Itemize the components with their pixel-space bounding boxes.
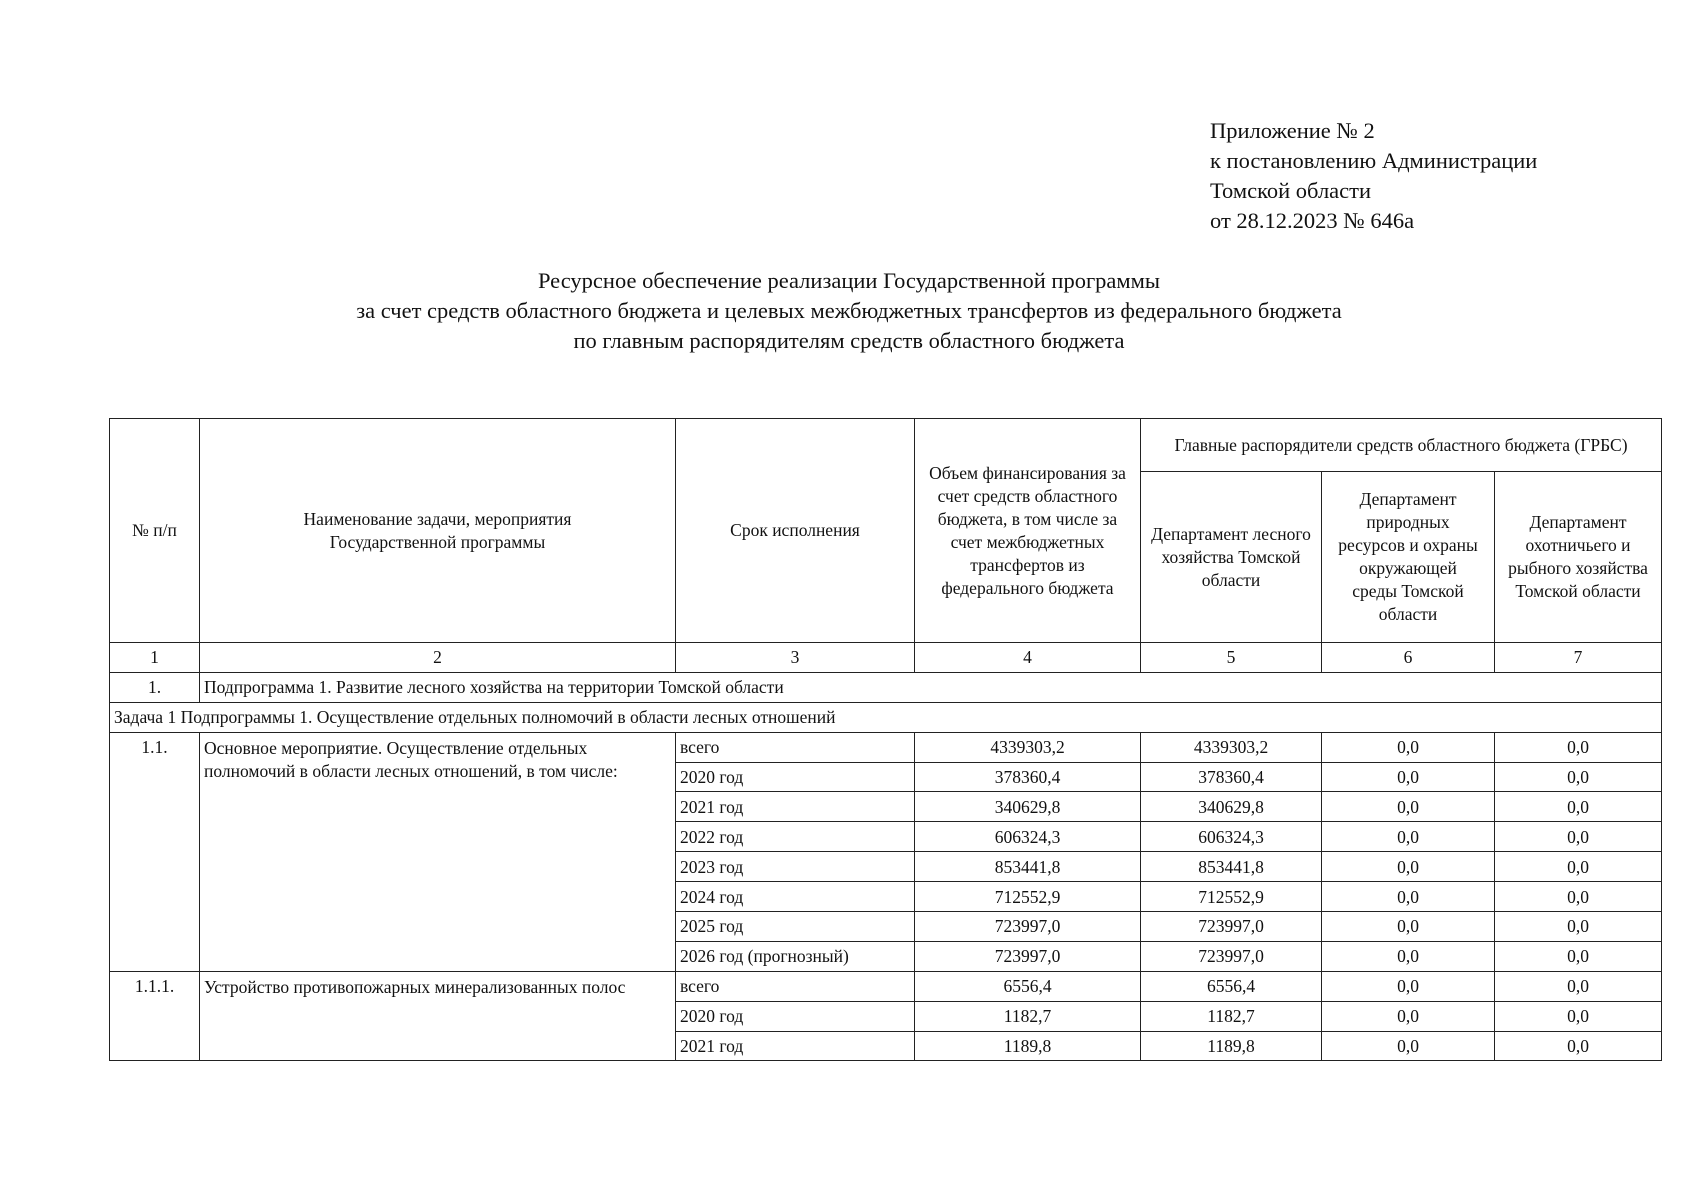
dep-natural-resources-cell: 0,0 xyxy=(1322,822,1495,852)
table-header xyxy=(110,419,1662,673)
dep-forestry-cell: 340629,8 xyxy=(1141,792,1322,822)
title-line: за счет средств областного бюджета и целевых межбюджетных трансфертов из федерального бюджета xyxy=(356,298,1342,323)
period-cell: 2023 год xyxy=(676,852,915,882)
total-cell: 340629,8 xyxy=(915,792,1141,822)
appendix-line: Приложение № 2 xyxy=(1210,118,1375,143)
header-dep-forestry: Департамент лесного хозяйства Томской области xyxy=(1141,472,1322,643)
dep-hunting-cell: 0,0 xyxy=(1495,882,1662,912)
dep-natural-resources-cell: 0,0 xyxy=(1322,912,1495,942)
total-cell: 712552,9 xyxy=(915,882,1141,912)
appendix-line: от 28.12.2023 № 646а xyxy=(1210,208,1415,233)
total-cell: 606324,3 xyxy=(915,822,1141,852)
period-cell: 2020 год xyxy=(676,1001,915,1031)
dep-hunting-cell: 0,0 xyxy=(1495,971,1662,1001)
period-cell: 2020 год xyxy=(676,762,915,792)
dep-forestry-cell: 853441,8 xyxy=(1141,852,1322,882)
dep-hunting-cell: 0,0 xyxy=(1495,732,1662,762)
dep-hunting-cell: 0,0 xyxy=(1495,941,1662,971)
header-name: Наименование задачи, мероприятия Государственной программы xyxy=(200,419,676,643)
dep-natural-resources-cell: 0,0 xyxy=(1322,882,1495,912)
dep-hunting-cell: 0,0 xyxy=(1495,822,1662,852)
dep-hunting-cell: 0,0 xyxy=(1495,912,1662,942)
item-number: 1.1. xyxy=(110,732,200,971)
dep-natural-resources-cell: 0,0 xyxy=(1322,762,1495,792)
header-grbs: Главные распорядители средств областного бюджета (ГРБС) xyxy=(1141,419,1662,472)
dep-natural-resources-cell: 0,0 xyxy=(1322,1031,1495,1061)
total-cell: 4339303,2 xyxy=(915,732,1141,762)
subprogram-number: 1. xyxy=(110,672,200,702)
title-line: по главным распорядителям средств областного бюджета xyxy=(573,328,1125,353)
table-groups xyxy=(110,732,1662,1061)
period-cell: 2024 год xyxy=(676,882,915,912)
total-cell: 378360,4 xyxy=(915,762,1141,792)
dep-forestry-cell: 1182,7 xyxy=(1141,1001,1322,1031)
dep-natural-resources-cell: 0,0 xyxy=(1322,1001,1495,1031)
dep-natural-resources-cell: 0,0 xyxy=(1322,971,1495,1001)
dep-hunting-cell: 0,0 xyxy=(1495,792,1662,822)
period-cell: 2022 год xyxy=(676,822,915,852)
subprogram-row xyxy=(110,672,1662,702)
column-number: 7 xyxy=(1495,643,1662,673)
table-body xyxy=(110,672,1662,732)
table-row xyxy=(110,971,1662,1001)
item-name: Устройство противопожарных минерализованных полос xyxy=(200,971,676,1061)
header-number: № п/п xyxy=(110,419,200,643)
resource-table xyxy=(109,418,1662,1061)
table-row xyxy=(110,732,1662,762)
task-name: Задача 1 Подпрограммы 1. Осуществление отдельных полномочий в области лесных отношений xyxy=(110,702,1662,732)
total-cell: 853441,8 xyxy=(915,852,1141,882)
dep-natural-resources-cell: 0,0 xyxy=(1322,941,1495,971)
total-cell: 723997,0 xyxy=(915,941,1141,971)
column-number: 5 xyxy=(1141,643,1322,673)
item-number: 1.1.1. xyxy=(110,971,200,1061)
total-cell: 1189,8 xyxy=(915,1031,1141,1061)
header-dep-natural-resources: Департамент природных ресурсов и охраны окружающей среды Томской области xyxy=(1322,472,1495,643)
period-cell: 2021 год xyxy=(676,792,915,822)
period-cell: 2021 год xyxy=(676,1031,915,1061)
column-number: 6 xyxy=(1322,643,1495,673)
period-cell: 2026 год (прогнозный) xyxy=(676,941,915,971)
dep-forestry-cell: 723997,0 xyxy=(1141,941,1322,971)
total-cell: 6556,4 xyxy=(915,971,1141,1001)
header-volume: Объем финансирования за счет средств областного бюджета, в том числе за счет межбюджетных трансфертов из федерального бюджета xyxy=(915,419,1141,643)
title-line: Ресурсное обеспечение реализации Государственной программы xyxy=(537,268,1161,293)
column-number: 2 xyxy=(200,643,676,673)
dep-forestry-cell: 723997,0 xyxy=(1141,912,1322,942)
appendix-block xyxy=(1210,116,1537,236)
dep-natural-resources-cell: 0,0 xyxy=(1322,792,1495,822)
dep-hunting-cell: 0,0 xyxy=(1495,1001,1662,1031)
appendix-line: Томской области xyxy=(1210,178,1372,203)
dep-natural-resources-cell: 0,0 xyxy=(1322,732,1495,762)
dep-forestry-cell: 1189,8 xyxy=(1141,1031,1322,1061)
dep-forestry-cell: 378360,4 xyxy=(1141,762,1322,792)
total-cell: 1182,7 xyxy=(915,1001,1141,1031)
dep-natural-resources-cell: 0,0 xyxy=(1322,852,1495,882)
dep-forestry-cell: 4339303,2 xyxy=(1141,732,1322,762)
column-number: 4 xyxy=(915,643,1141,673)
period-cell: 2025 год xyxy=(676,912,915,942)
period-cell: всего xyxy=(676,732,915,762)
task-row xyxy=(110,702,1662,732)
dep-forestry-cell: 606324,3 xyxy=(1141,822,1322,852)
header-dep-hunting: Департамент охотничьего и рыбного хозяйства Томской области xyxy=(1495,472,1662,643)
period-cell: всего xyxy=(676,971,915,1001)
item-name: Основное мероприятие. Осуществление отдельных полномочий в области лесных отношений, в том числе: xyxy=(200,732,676,971)
column-number: 3 xyxy=(676,643,915,673)
dep-hunting-cell: 0,0 xyxy=(1495,1031,1662,1061)
header-period: Срок исполнения xyxy=(676,419,915,643)
dep-forestry-cell: 6556,4 xyxy=(1141,971,1322,1001)
dep-forestry-cell: 712552,9 xyxy=(1141,882,1322,912)
column-number: 1 xyxy=(110,643,200,673)
total-cell: 723997,0 xyxy=(915,912,1141,942)
subprogram-name: Подпрограмма 1. Развитие лесного хозяйства на территории Томской области xyxy=(200,672,1662,702)
dep-hunting-cell: 0,0 xyxy=(1495,762,1662,792)
appendix-line: к постановлению Администрации xyxy=(1210,148,1538,173)
dep-hunting-cell: 0,0 xyxy=(1495,852,1662,882)
document-title xyxy=(0,266,1698,356)
